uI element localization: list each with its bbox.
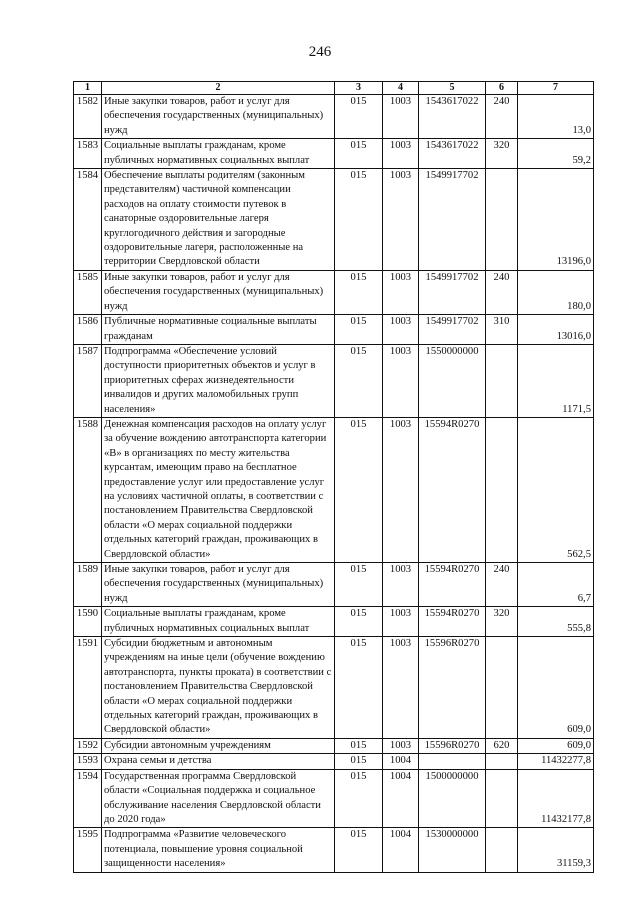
row-code-3: 015	[335, 95, 383, 139]
row-amount: 562,5	[518, 417, 594, 562]
row-code-4: 1003	[383, 607, 419, 637]
header-row	[74, 82, 594, 95]
row-number: 1583	[74, 139, 102, 169]
row-code-5: 1550000000	[419, 344, 486, 417]
row-code-6	[486, 769, 518, 828]
row-name: Подпрограмма «Обеспечение условий доступности приоритетных объектов и услуг в приоритетных сферах жизнедеятельности инвалидов и других маломобильных групп населения»	[102, 344, 335, 417]
row-number: 1593	[74, 754, 102, 769]
row-number: 1582	[74, 95, 102, 139]
row-amount: 11432277,8	[518, 754, 594, 769]
row-code-4: 1003	[383, 563, 419, 607]
table-row	[74, 344, 594, 417]
row-code-3: 015	[335, 417, 383, 562]
table-body	[74, 95, 594, 873]
table-row	[74, 169, 594, 271]
row-number: 1586	[74, 315, 102, 345]
row-name: Субсидии бюджетным и автономным учреждениям на иные цели (обучение вождению автотранспорта, пункты проката) в соответствии с постановлением Правительства Свердловской области «О мерах социальной поддержки отдельных категорий граждан, проживающих в Свердловской области»	[102, 637, 335, 739]
row-code-3: 015	[335, 738, 383, 753]
row-code-5: 1543617022	[419, 95, 486, 139]
table-row	[74, 315, 594, 345]
row-code-6	[486, 828, 518, 872]
row-number: 1594	[74, 769, 102, 828]
row-code-4: 1003	[383, 169, 419, 271]
row-code-3: 015	[335, 637, 383, 739]
row-code-4: 1003	[383, 95, 419, 139]
row-number: 1590	[74, 607, 102, 637]
table-row	[74, 769, 594, 828]
row-code-5: 15596R0270	[419, 738, 486, 753]
row-code-6: 240	[486, 563, 518, 607]
row-amount: 609,0	[518, 637, 594, 739]
row-code-6	[486, 169, 518, 271]
row-code-4: 1003	[383, 738, 419, 753]
row-code-3: 015	[335, 270, 383, 314]
row-code-6	[486, 344, 518, 417]
row-code-3: 015	[335, 754, 383, 769]
row-amount: 555,8	[518, 607, 594, 637]
row-code-4: 1004	[383, 828, 419, 872]
header-col-4: 4	[383, 82, 419, 95]
row-code-5: 1549917702	[419, 270, 486, 314]
row-number: 1587	[74, 344, 102, 417]
row-code-3: 015	[335, 607, 383, 637]
row-name: Субсидии автономным учреждениям	[102, 738, 335, 753]
row-name: Социальные выплаты гражданам, кроме публичных нормативных социальных выплат	[102, 139, 335, 169]
row-code-4: 1003	[383, 270, 419, 314]
row-code-4: 1003	[383, 139, 419, 169]
row-name: Государственная программа Свердловской области «Социальная поддержка и социальное обслуживание населения Свердловской области до 2020 года»	[102, 769, 335, 828]
row-amount: 13,0	[518, 95, 594, 139]
table-row	[74, 563, 594, 607]
row-amount: 31159,3	[518, 828, 594, 872]
row-number: 1592	[74, 738, 102, 753]
row-code-3: 015	[335, 828, 383, 872]
row-code-6: 620	[486, 738, 518, 753]
row-code-4: 1003	[383, 637, 419, 739]
row-code-3: 015	[335, 139, 383, 169]
table-row	[74, 828, 594, 872]
row-number: 1588	[74, 417, 102, 562]
table-row	[74, 95, 594, 139]
row-code-5	[419, 754, 486, 769]
row-code-6	[486, 637, 518, 739]
row-amount: 11432177,8	[518, 769, 594, 828]
row-code-3: 015	[335, 563, 383, 607]
table-row	[74, 417, 594, 562]
row-amount: 13016,0	[518, 315, 594, 345]
table-row	[74, 754, 594, 769]
row-code-4: 1004	[383, 754, 419, 769]
row-number: 1589	[74, 563, 102, 607]
header-col-6: 6	[486, 82, 518, 95]
page-number: 246	[308, 44, 332, 60]
row-code-5: 15594R0270	[419, 417, 486, 562]
table-row	[74, 637, 594, 739]
row-amount: 6,7	[518, 563, 594, 607]
row-code-5: 1549917702	[419, 169, 486, 271]
row-number: 1595	[74, 828, 102, 872]
row-name: Денежная компенсация расходов на оплату услуг за обучение вождению автотранспорта категории «В» в организациях по месту жительства курсантам, имеющим право на бесплатное предоставление услуг или предоставление услуг на условиях частичной оплаты, в соответствии с постановлением Правительства Свердловской области «О мерах социальной поддержки отдельных категорий граждан, проживающих в Свердловской области»	[102, 417, 335, 562]
header-col-2: 2	[102, 82, 335, 95]
header-col-3: 3	[335, 82, 383, 95]
row-amount: 1171,5	[518, 344, 594, 417]
row-code-6	[486, 417, 518, 562]
row-code-5: 1543617022	[419, 139, 486, 169]
row-code-5: 15594R0270	[419, 563, 486, 607]
row-code-5: 1549917702	[419, 315, 486, 345]
row-name: Иные закупки товаров, работ и услуг для обеспечения государственных (муниципальных) нужд	[102, 95, 335, 139]
row-code-6: 240	[486, 270, 518, 314]
row-code-4: 1003	[383, 344, 419, 417]
row-code-5: 15596R0270	[419, 637, 486, 739]
row-code-5: 1500000000	[419, 769, 486, 828]
header-col-1: 1	[74, 82, 102, 95]
row-number: 1585	[74, 270, 102, 314]
row-code-4: 1003	[383, 417, 419, 562]
row-code-4: 1003	[383, 315, 419, 345]
row-name: Обеспечение выплаты родителям (законным представителям) частичной компенсации расходов на оплату стоимости путевок в санаторные оздоровительные лагеря круглогодичного действия и загородные оздоровительные лагеря, расположенные на территории Свердловской области	[102, 169, 335, 271]
table-row	[74, 607, 594, 637]
row-code-3: 015	[335, 769, 383, 828]
table-row	[74, 270, 594, 314]
row-name: Иные закупки товаров, работ и услуг для обеспечения государственных (муниципальных) нужд	[102, 563, 335, 607]
row-code-5: 15594R0270	[419, 607, 486, 637]
row-code-6: 320	[486, 607, 518, 637]
row-code-6: 310	[486, 315, 518, 345]
row-code-4: 1004	[383, 769, 419, 828]
table-row	[74, 738, 594, 753]
row-name: Иные закупки товаров, работ и услуг для обеспечения государственных (муниципальных) нужд	[102, 270, 335, 314]
row-number: 1584	[74, 169, 102, 271]
row-amount: 13196,0	[518, 169, 594, 271]
row-code-3: 015	[335, 169, 383, 271]
budget-table	[73, 81, 594, 873]
row-amount: 59,2	[518, 139, 594, 169]
row-number: 1591	[74, 637, 102, 739]
table-row	[74, 139, 594, 169]
row-code-3: 015	[335, 344, 383, 417]
row-code-6	[486, 754, 518, 769]
row-code-6: 320	[486, 139, 518, 169]
row-code-6: 240	[486, 95, 518, 139]
row-amount: 180,0	[518, 270, 594, 314]
row-name: Социальные выплаты гражданам, кроме публичных нормативных социальных выплат	[102, 607, 335, 637]
row-amount: 609,0	[518, 738, 594, 753]
header-col-7: 7	[518, 82, 594, 95]
row-name: Охрана семьи и детства	[102, 754, 335, 769]
row-name: Публичные нормативные социальные выплаты гражданам	[102, 315, 335, 345]
row-code-3: 015	[335, 315, 383, 345]
row-code-5: 1530000000	[419, 828, 486, 872]
row-name: Подпрограмма «Развитие человеческого потенциала, повышение уровня социальной защищенности населения»	[102, 828, 335, 872]
header-col-5: 5	[419, 82, 486, 95]
